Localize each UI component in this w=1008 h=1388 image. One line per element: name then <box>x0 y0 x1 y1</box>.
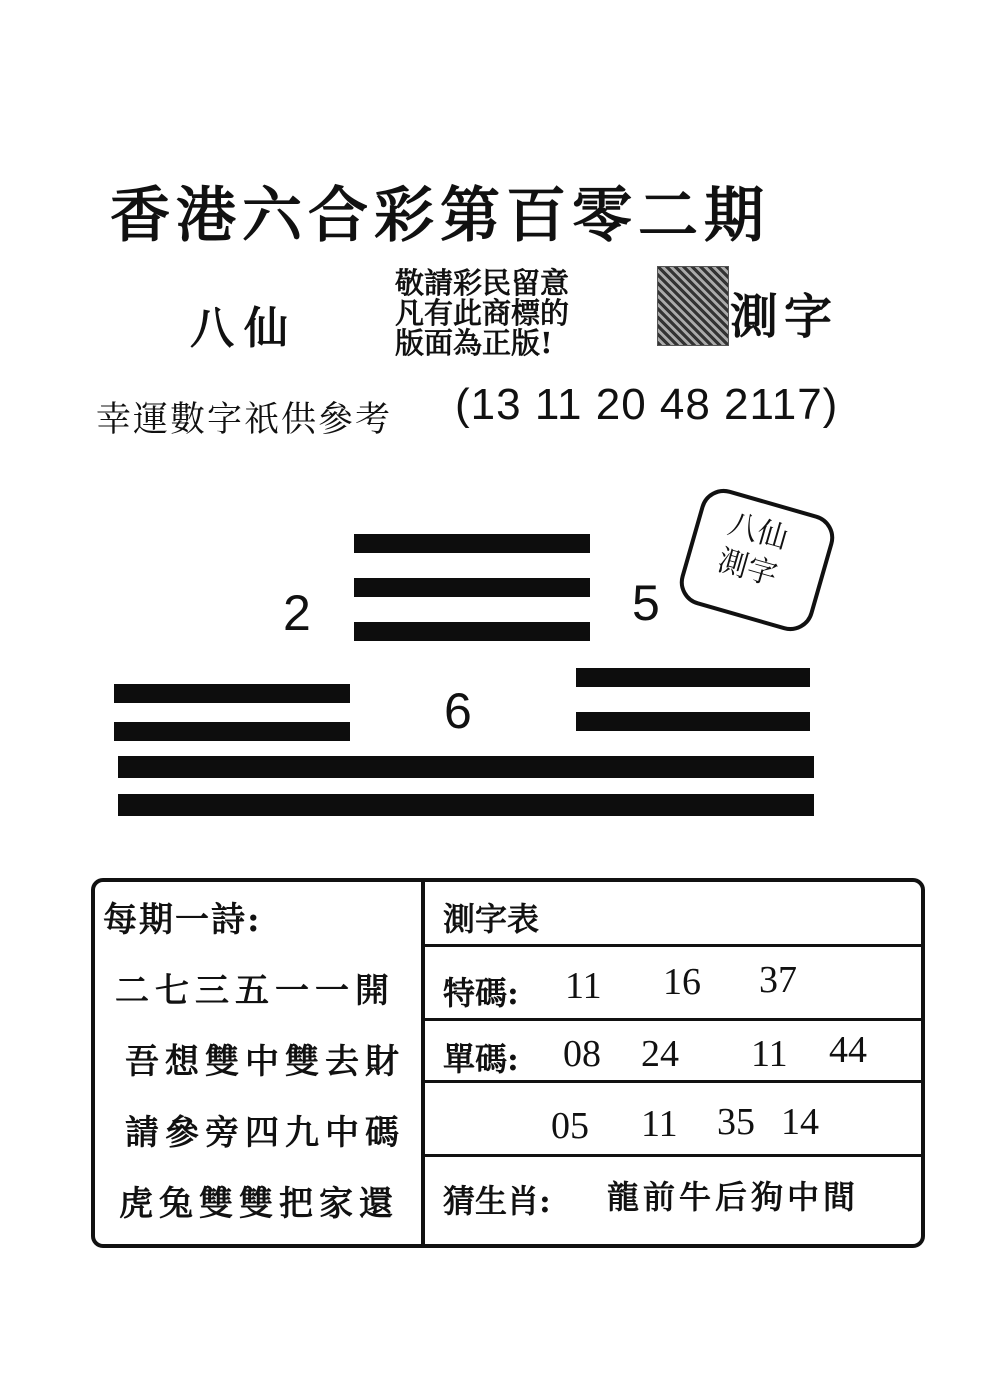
row-line-3 <box>425 1080 921 1083</box>
poem-section <box>103 892 405 1225</box>
notice-line-2: 凡有此商標的 <box>395 296 570 330</box>
single-number-3: 11 <box>751 1033 788 1075</box>
single-number-4: 44 <box>829 1029 867 1071</box>
zodiac-label: 猜生肖: <box>443 1182 551 1220</box>
single-number-6: 11 <box>641 1103 678 1145</box>
seal-stamp <box>674 483 840 636</box>
special-number-3: 37 <box>759 959 797 1001</box>
row-line-4 <box>425 1154 921 1157</box>
lucky-numbers-label: 幸運數字祇供參考 <box>96 400 393 440</box>
poem-line-3: 請參旁四九中碼 <box>125 1113 405 1153</box>
table-divider <box>421 882 425 1244</box>
hexagram-bar-top-2 <box>354 578 590 597</box>
zodiac-value: 龍前牛后狗中間 <box>607 1178 860 1216</box>
prediction-table <box>91 878 925 1248</box>
trademark-logo-icon <box>657 266 729 346</box>
single-number-8: 14 <box>781 1101 819 1143</box>
row-line-2 <box>425 1018 921 1021</box>
single-number-1: 08 <box>563 1033 601 1075</box>
hexagram-bar-top-3 <box>354 622 590 641</box>
poem-title: 每期一詩: <box>103 900 262 940</box>
brand-right: 測字 <box>730 289 839 345</box>
single-number-2: 24 <box>641 1033 679 1075</box>
notice-line-1: 敬請彩民留意 <box>395 266 570 300</box>
brand-left: 八仙 <box>190 303 298 354</box>
row-line-1 <box>425 944 921 947</box>
special-code-label: 特碼: <box>443 974 519 1012</box>
seal-line-1: 八仙 <box>724 506 792 557</box>
poem-line-4: 虎兔雙雙把家還 <box>119 1184 399 1224</box>
table-heading: 測字表 <box>443 900 540 938</box>
lucky-numbers: (13 11 20 48 2117) <box>455 380 839 429</box>
single-code-label: 單碼: <box>443 1040 519 1078</box>
hexagram-number-center: 6 <box>444 683 472 739</box>
hexagram-bar-top-1 <box>354 534 590 553</box>
notice-line-3: 版面為正版! <box>395 326 553 360</box>
single-number-5: 05 <box>551 1105 589 1147</box>
page-title: 香港六合彩第百零二期 <box>110 181 770 251</box>
hexagram-number-left: 2 <box>283 585 311 641</box>
hexagram-bar-right-1 <box>576 668 810 687</box>
hexagram-number-right: 5 <box>632 575 660 631</box>
special-number-2: 16 <box>663 961 701 1003</box>
authenticity-notice <box>395 268 569 358</box>
seal-line-2: 測字 <box>713 543 782 594</box>
poem-line-1: 二七三五一一開 <box>115 971 395 1011</box>
hexagram-bar-left-2 <box>114 722 350 741</box>
hexagram-bar-full-1 <box>118 756 814 778</box>
hexagram-bar-full-2 <box>118 794 814 816</box>
hexagram-bar-left-1 <box>114 684 350 703</box>
hexagram-bar-right-2 <box>576 712 810 731</box>
special-number-1: 11 <box>565 965 602 1007</box>
poem-line-2: 吾想雙中雙去財 <box>125 1042 405 1082</box>
single-number-7: 35 <box>717 1101 755 1143</box>
